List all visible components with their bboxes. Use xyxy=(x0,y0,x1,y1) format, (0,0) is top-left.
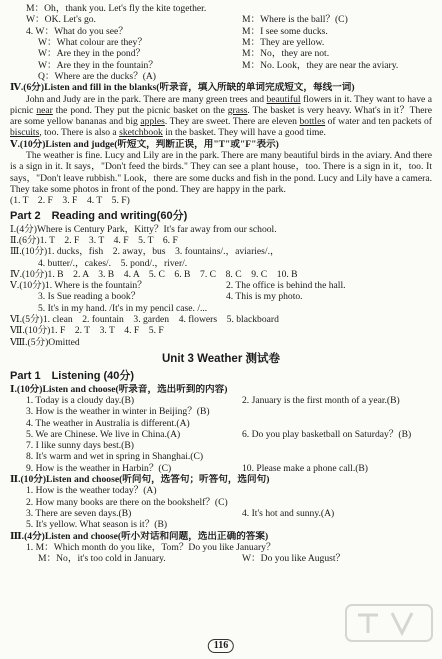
blank-answer: apples xyxy=(140,116,165,128)
line: Ⅳ.(10分)1. B 2. A 3. B 4. A 5. C 6. B 7. C 8. C 9. C 10. B xyxy=(10,268,298,280)
section-heading: Ⅴ.(10分)Listen and judge(听短文，判断正误，用"T"或"F"表示) xyxy=(10,138,279,150)
blank-answer: sketchbook xyxy=(119,127,163,139)
blank-answer: biscuits xyxy=(10,127,40,139)
line: Ⅱ.(6分)1. T 2. F 3. T 4. F 5. T 6. F xyxy=(10,234,178,246)
line: Ⅶ.(10分)1. F 2. T 3. T 4. F 5. F xyxy=(10,325,164,337)
line: Ⅵ.(5分)1. clean 2. fountain 3. garden 4. flowers 5. blackboard xyxy=(10,314,279,326)
section-heading: Ⅳ.(6分)Listen and fill in the blanks(听录音，填入所缺的单词完成短文，每线一词) xyxy=(10,82,355,94)
cloze-passage: John and Judy are in the park. There are many green trees and beautiful flowers in it. They want to have a picnic near the pond. They put the picnic basket on the grass. The basket is very heavy. What's in it？There are some yellow bananas and big apples. They are sweet. There are eleven bottles of water and ten packets of biscuits, too. There is also a sketchbook in the basket. They will have a good time. xyxy=(10,93,432,139)
blank-answer: beautiful xyxy=(266,93,301,105)
line: 5. It's in my hand. /It's in my pencil case. /... xyxy=(38,302,208,314)
page-number: 116 xyxy=(208,639,234,653)
line: W：Are they in the pond？ xyxy=(38,48,146,60)
line: 4. It's hot and sunny.(A) xyxy=(242,508,335,519)
line: W：Do you like August？ xyxy=(242,553,346,565)
blank-answer: bottles xyxy=(299,116,326,128)
line: 4. The weather in Australia is different.(A) xyxy=(26,417,190,429)
line: 6. Do you play basketball on Saturday？(B) xyxy=(242,428,412,440)
section-heading: Ⅱ.(10分)Listen and choose(听问句，选答句；听答句，选问句) xyxy=(10,474,270,486)
line: Ⅲ.(10分)1. ducks，fish 2. away，bus 3. fountains/.，aviaries/.， xyxy=(10,246,280,258)
line: Ⅷ.(5分)Omitted xyxy=(10,336,80,348)
part-2 xyxy=(10,210,432,348)
line: 2. How many books are there on the bookshelf？(C) xyxy=(26,496,228,508)
line: M：They are yellow. xyxy=(242,36,325,48)
line: 1. How is the weather today？(A) xyxy=(26,485,157,497)
part-heading: Part 2 Reading and writing(60分) xyxy=(10,209,188,222)
line: Ⅴ.(10分)1. Where is the fountain？ xyxy=(10,280,147,292)
line: W：Are they in the fountain？ xyxy=(38,59,158,71)
unit-title: Unit 3 Weather 测试卷 xyxy=(162,353,280,366)
line: M：Oh，thank you. Let's fly the kite together. xyxy=(26,3,207,14)
passage: The weather is fine. Lucy and Lily are in the park. There are many beautiful birds in the aviary. And there is a sign in it. It says，"Don't feed the birds." They can see a plant house，too. There is a sign in it，too. It says，"Don't leave rubbish." Look，there are some ducks and fish in the pond. Lucy and Lily have a camera. They take some photos in front of the pond. They are happy in the park. xyxy=(10,150,432,195)
section-heading: Ⅰ.(10分)Listen and choose(听录音，选出听到的内容) xyxy=(10,383,228,395)
line: 4. butter/.，cakes/. 5. pond/.，river/. xyxy=(38,257,188,269)
line: 10. Please make a phone call.(B) xyxy=(242,462,369,474)
line: M：No，they are not. xyxy=(242,48,330,60)
section-heading: Ⅲ.(4分)Listen and choose(听小对话和问题，选出正确的答案) xyxy=(10,530,269,542)
line: Q：Where are the ducks？(A) xyxy=(38,70,157,82)
line: M：No，it's too cold in January. xyxy=(38,553,166,565)
section-5 xyxy=(10,139,432,207)
part-heading: Part 1 Listening (40分) xyxy=(10,369,135,382)
line: 4. This is my photo. xyxy=(226,291,303,303)
line: 7. I like sunny days best.(B) xyxy=(26,440,134,452)
section-4 xyxy=(10,82,432,139)
line: M：I see some ducks. xyxy=(242,25,328,37)
line: 3. Is Sue reading a book？ xyxy=(38,291,141,303)
line: M：Where is the ball？(C) xyxy=(242,14,348,26)
answers: (1. T 2. F 3. F 4. T 5. F) xyxy=(10,195,130,207)
line: W：OK. Let's go. xyxy=(26,14,96,26)
line: 9. How is the weather in Harbin？(C) xyxy=(26,462,172,474)
top-dialogue xyxy=(10,3,432,82)
line: M：No. Look，they are near the aviary. xyxy=(242,59,399,71)
line: 2. The office is behind the hall. xyxy=(226,280,346,292)
line: 3. How is the weather in winter in Beijing？(B) xyxy=(26,406,210,418)
line: 3. There are seven days.(B) xyxy=(26,508,132,519)
line: 1. M：Which month do you like，Tom？Do you like January？ xyxy=(26,541,276,553)
line: 1. Today is a cloudy day.(B) xyxy=(26,394,135,406)
watermark-logo xyxy=(344,603,434,643)
blank-answer: grass xyxy=(227,104,248,116)
line: W：What colour are they？ xyxy=(38,36,147,48)
unit-3 xyxy=(10,353,432,565)
line: 5. It's yellow. What season is it？(B) xyxy=(26,519,168,531)
line: Ⅰ.(4分)Where is Century Park，Kitty？It's far away from our school. xyxy=(10,223,277,235)
line: 4. W：What do you see？ xyxy=(26,25,128,37)
line: 5. We are Chinese. We live in China.(A) xyxy=(26,428,181,440)
blank-answer: near xyxy=(36,104,53,116)
line: 8. It's warm and wet in spring in Shanghai.(C) xyxy=(26,451,204,463)
line: 2. January is the first month of a year.(B) xyxy=(242,394,400,406)
